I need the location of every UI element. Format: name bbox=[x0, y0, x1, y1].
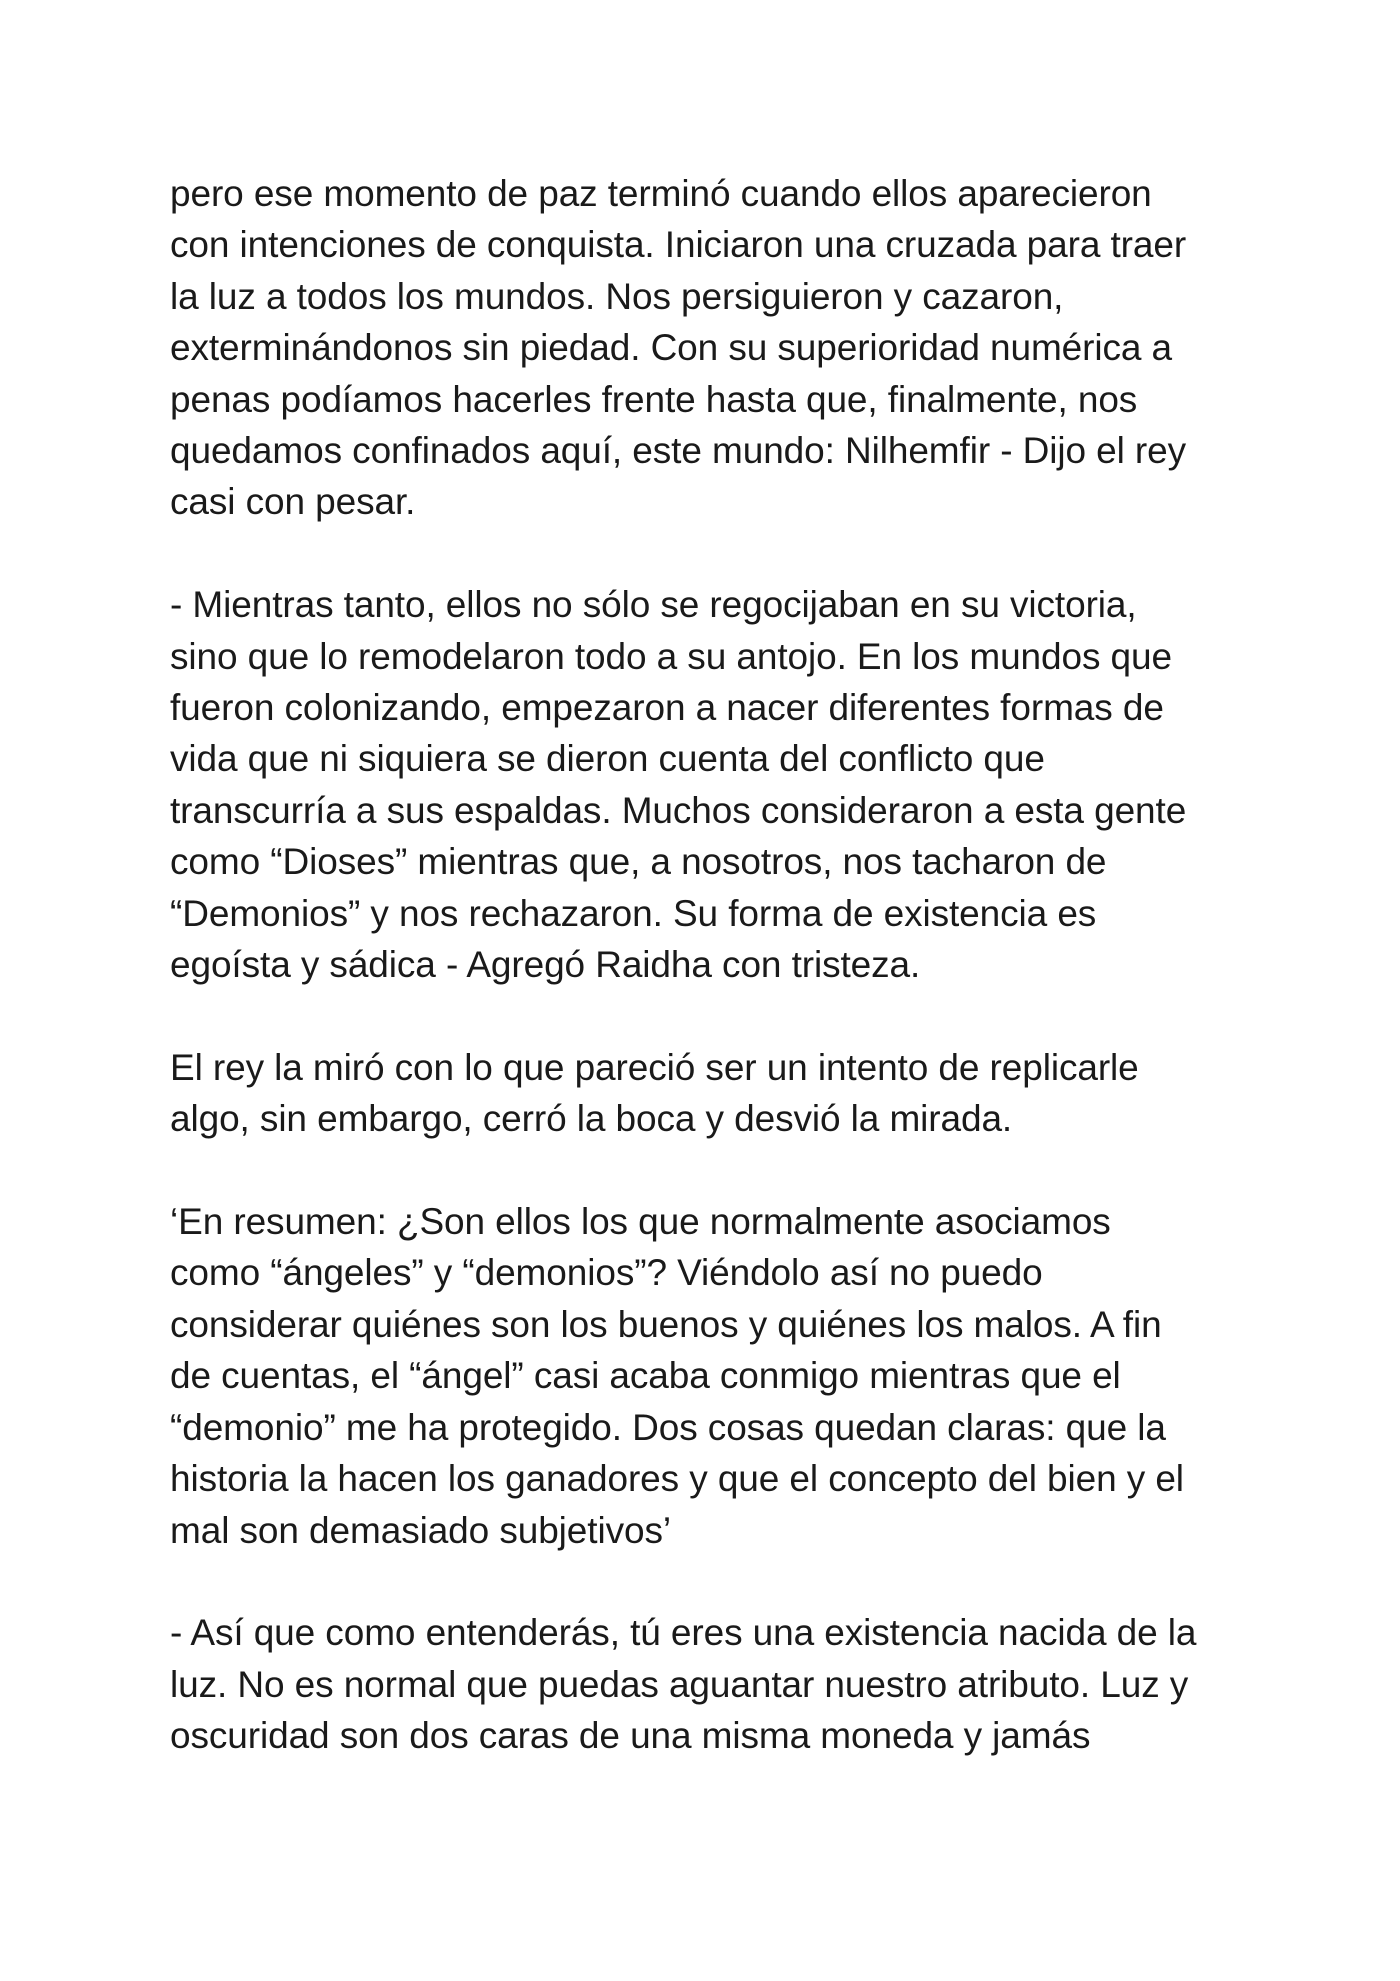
text-line: penas podíamos hacerles frente hasta que, finalmente, nos bbox=[170, 378, 1138, 420]
text-line: El rey la miró con lo que pareció ser un intento de replicarle bbox=[170, 1046, 1139, 1088]
text-line: “demonio” me ha protegido. Dos cosas quedan claras: que la bbox=[170, 1406, 1166, 1448]
text-line: casi con pesar. bbox=[170, 481, 416, 523]
text-line: quedamos confinados aquí, este mundo: Nilhemfir - Dijo el rey bbox=[170, 430, 1187, 472]
text-line: historia la hacen los ganadores y que el concepto del bien y el bbox=[170, 1458, 1184, 1500]
text-line: de cuentas, el “ángel” casi acaba conmigo mientras que el bbox=[170, 1355, 1121, 1397]
paragraph-3 bbox=[170, 1042, 1250, 1145]
text-line: mal son demasiado subjetivos’ bbox=[170, 1509, 671, 1551]
text-line: “Demonios” y nos rechazaron. Su forma de existencia es bbox=[170, 892, 1097, 934]
text-line: vida que ni siquiera se dieron cuenta del conflicto que bbox=[170, 738, 1045, 780]
text-line: exterminándonos sin piedad. Con su superioridad numérica a bbox=[170, 327, 1173, 369]
text-line: pero ese momento de paz terminó cuando ellos aparecieron bbox=[170, 173, 1152, 214]
text-line: considerar quiénes son los buenos y quiénes los malos. A fin bbox=[170, 1303, 1162, 1345]
text-line: con intenciones de conquista. Iniciaron una cruzada para traer bbox=[170, 224, 1187, 266]
text-line: egoísta y sádica - Agregó Raidha con tristeza. bbox=[170, 944, 921, 986]
text-line: - Así que como entenderás, tú eres una existencia nacida de la bbox=[170, 1612, 1197, 1654]
text-line: fueron colonizando, empezaron a nacer diferentes formas de bbox=[170, 687, 1164, 729]
paragraph-2 bbox=[170, 579, 1250, 990]
paragraph-5 bbox=[170, 1607, 1250, 1761]
paragraph-1 bbox=[170, 168, 1250, 528]
text-line: como “Dioses” mientras que, a nosotros, nos tacharon de bbox=[170, 841, 1107, 883]
text-line: sino que lo remodelaron todo a su antojo. En los mundos que bbox=[170, 635, 1172, 677]
body-text bbox=[170, 168, 1250, 1813]
text-line: luz. No es normal que puedas aguantar nuestro atributo. Luz y bbox=[170, 1663, 1189, 1705]
text-line: como “ángeles” y “demonios”? Viéndolo así no puedo bbox=[170, 1252, 1043, 1294]
text-line: - Mientras tanto, ellos no sólo se regocijaban en su victoria, bbox=[170, 584, 1137, 626]
text-line: transcurría a sus espaldas. Muchos consideraron a esta gente bbox=[170, 789, 1187, 831]
text-line: oscuridad son dos caras de una misma moneda y jamás bbox=[170, 1715, 1091, 1757]
text-line: ‘En resumen: ¿Son ellos los que normalmente asociamos bbox=[170, 1201, 1111, 1243]
paragraph-4 bbox=[170, 1196, 1250, 1556]
text-line: la luz a todos los mundos. Nos persiguieron y cazaron, bbox=[170, 275, 1064, 317]
text-line: algo, sin embargo, cerró la boca y desvió la mirada. bbox=[170, 1098, 1013, 1140]
